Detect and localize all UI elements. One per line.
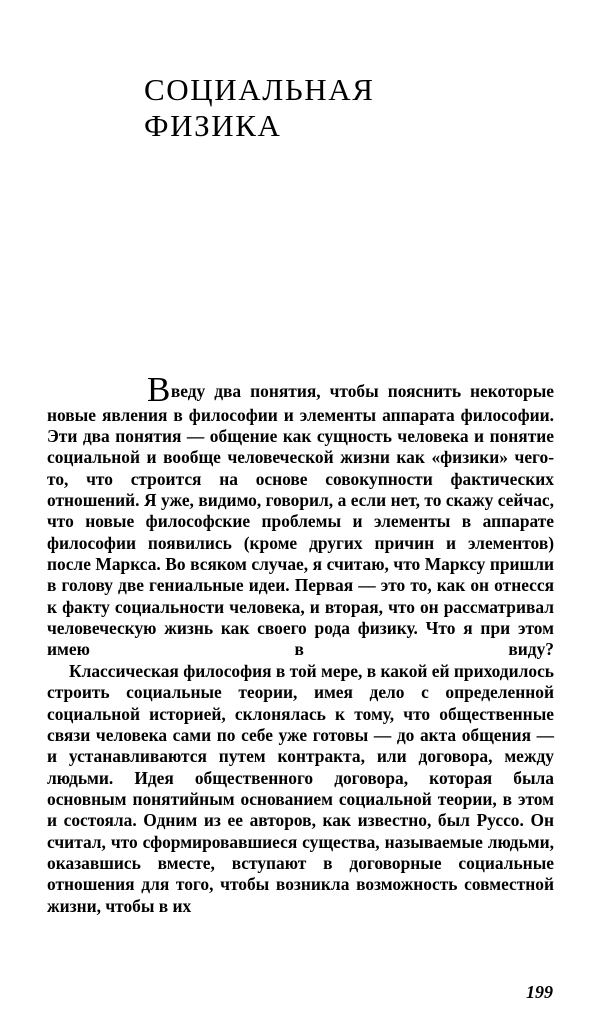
paragraph-2	[47, 661, 554, 917]
paragraph-1-text: веду два понятия, чтобы пояснить некоторые новые явления в философии и элементы аппарата философии. Эти два понятия — общение как сущность человека и понятие социальной и вообще человеческой жизни как «физики» чего-то, что строится на основе совокупности фактических отношений. Я уже, видимо, говорил, а если нет, то скажу сейчас, что новые философские проблемы и элементы в аппарате философии появились (кроме других причин и элементов) после Маркса. Во всяком случае, я считаю, что Марксу пришли в голову две гениальные идеи. Первая — это то, как он отнесся к факту социальности человека, и вторая, что он рассматривал человеческую жизнь как своего рода физику. Что я при этом имею в виду?	[47, 381, 554, 660]
drop-cap-initial: В	[147, 370, 171, 409]
chapter-title-line-1: СОЦИАЛЬНАЯ	[144, 72, 375, 107]
body-text-column	[47, 370, 554, 917]
paragraph-1	[47, 370, 554, 661]
chapter-title-line-2: ФИЗИКА	[144, 108, 282, 143]
page-number-value: 199	[526, 982, 553, 1002]
chapter-title	[144, 72, 564, 144]
paragraph-2-text: Классическая философия в той мере, в какой ей приходилось строить социальные теории, имея дело с определенной социальной историей, склонялась к тому, что общественные связи человека сами по себе уже готовы — до акта общения — и устанавливаются путем контракта, или договора, между людьми. Идея общественного договора, которая была основным понятийным основанием социальной теории, в этом и состояла. Одним из ее авторов, как известно, был Руссо. Он считал, что сформировавшиеся существа, называемые людьми, оказавшись вместе, вступают в договорные социальные отношения для того, чтобы возникла возможность совместной жизни, чтобы в их	[47, 660, 554, 916]
page-number	[0, 982, 553, 1003]
